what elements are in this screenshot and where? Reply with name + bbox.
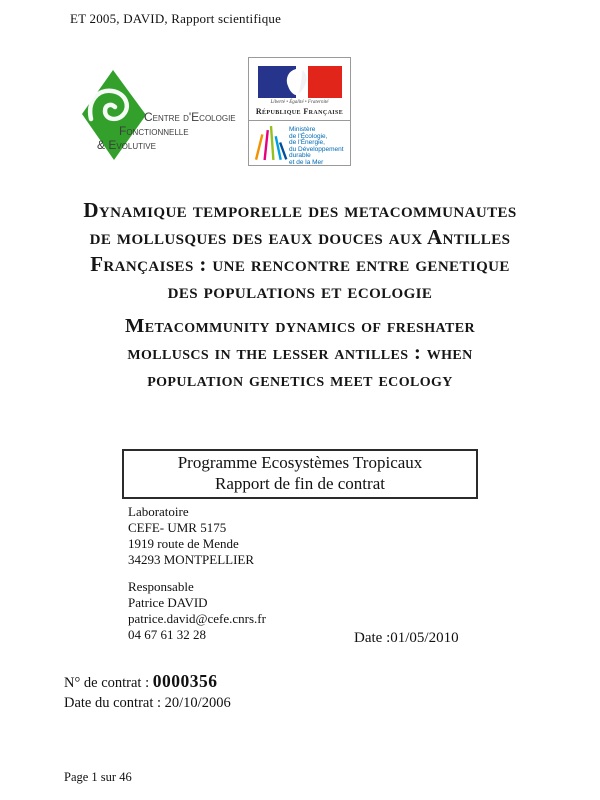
title-english — [55, 313, 545, 394]
logo-divider — [249, 120, 350, 121]
contract-number-line — [64, 671, 218, 692]
cefe-logo-line2: Fonctionnelle — [119, 124, 189, 138]
report-date: Date :01/05/2010 — [354, 630, 459, 646]
ministry-strokes-icon — [254, 126, 288, 164]
contract-number-label: N° de contrat : — [64, 675, 153, 691]
contract-date-line: Date du contrat : 20/10/2006 — [64, 695, 231, 711]
ministry-line: de l'Écologie, — [289, 132, 328, 140]
title-english-line: Metacommunity dynamics of freshater — [125, 315, 475, 337]
contract-number-value: 0000356 — [152, 671, 218, 691]
laboratory-city: 34293 MONTPELLIER — [128, 552, 255, 567]
programme-title: Programme Ecosystèmes Tropicaux — [177, 453, 423, 472]
ministry-line: et de la Mer — [289, 158, 324, 166]
republique-name: République Française — [255, 107, 344, 116]
republique-motto: Liberté • Égalité • Fraternité — [270, 100, 329, 105]
ministry-line: durable — [289, 152, 311, 159]
responsable-phone: 04 67 61 32 28 — [128, 627, 206, 642]
cefe-logo — [82, 68, 252, 168]
responsable-email: patrice.david@cefe.cnrs.fr — [128, 611, 266, 626]
cefe-logo-line1: Centre d'Ecologie — [144, 110, 236, 124]
title-french-line: des populations et ecologie — [167, 279, 433, 303]
title-french-line: Dynamique temporelle des metacommunautes — [83, 198, 517, 222]
title-french-line: de mollusques des eaux douces aux Antilles — [89, 225, 511, 249]
page-footer: Page 1 sur 46 — [64, 770, 132, 784]
ministry-line: du Développement — [289, 145, 344, 153]
programme-subtitle: Rapport de fin de contrat — [215, 474, 385, 493]
laboratory-label: Laboratoire — [128, 504, 189, 519]
responsable-label: Responsable — [128, 579, 194, 594]
laboratory-street: 1919 route de Mende — [128, 536, 239, 551]
republique-flag-icon — [258, 66, 342, 98]
ministry-line: Ministère — [289, 126, 316, 133]
laboratory-block — [128, 504, 254, 568]
ministry-name — [289, 127, 344, 166]
title-french — [55, 197, 545, 305]
cefe-logo-line3: & Evolutive — [97, 138, 156, 152]
title-english-line: population genetics meet ecology — [147, 369, 453, 391]
republique-francaise-logo — [248, 57, 351, 166]
ministry-line: de l'Énergie, — [289, 139, 325, 146]
responsable-name: Patrice DAVID — [128, 595, 208, 610]
title-english-line: molluscs in the lesser antilles : when — [127, 342, 473, 364]
programme-box — [122, 449, 478, 499]
page-header: ET 2005, DAVID, Rapport scientifique — [70, 11, 282, 26]
laboratory-name: CEFE- UMR 5175 — [128, 520, 227, 535]
title-french-line: Françaises : une rencontre entre genetique — [90, 252, 510, 276]
responsable-block — [128, 579, 266, 643]
